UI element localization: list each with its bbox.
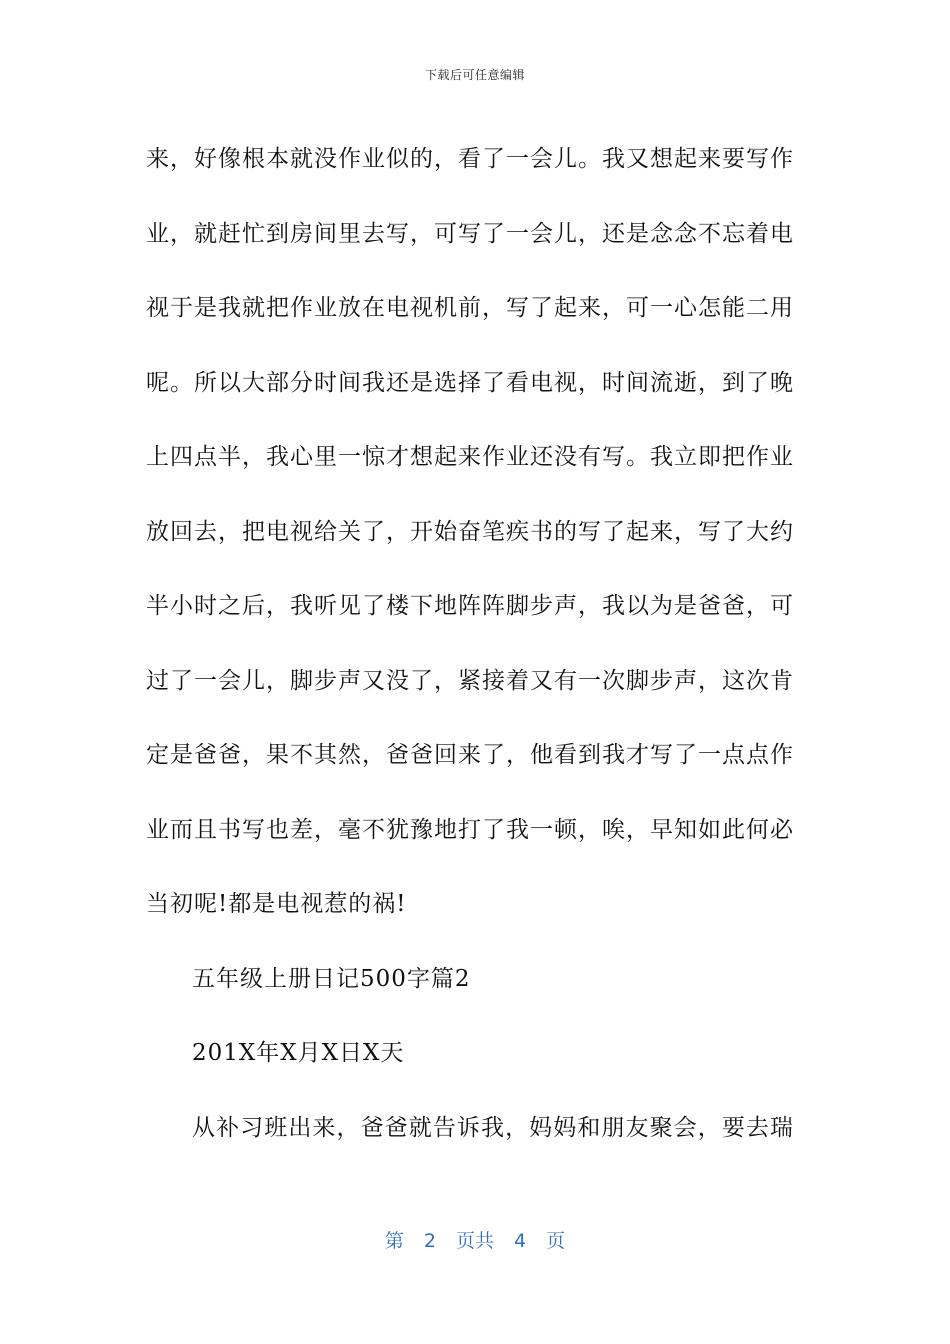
document-body (146, 122, 794, 1165)
section-heading: 五年级上册日记500字篇2 (192, 965, 471, 992)
body-line: 定是爸爸，果不其然，爸爸回来了，他看到我才写了一点点作 (146, 742, 794, 768)
entry-date: 201X年X月X日X天 (192, 1040, 405, 1066)
body-line: 呢。所以大部分时间我还是选择了看电视，时间流逝，到了晚 (146, 369, 794, 396)
page-current: 2 (423, 1230, 436, 1252)
body-line: 业，就赶忙到房间里去写，可写了一会儿，还是念念不忘着电 (146, 220, 794, 247)
body-line: 当初呢!都是电视惹的祸! (146, 891, 407, 917)
body-line: 视于是我就把作业放在电视机前，写了起来，可一心怎能二用 (146, 295, 794, 321)
header-note: 下载后可任意编辑 (424, 68, 525, 82)
body-line: 过了一会儿，脚步声又没了，紧接着又有一次脚步声，这次肯 (146, 667, 794, 694)
body-line: 业而且书写也差，毫不犹豫地打了我一顿，唉，早知如此何必 (146, 816, 794, 843)
body-line: 从补习班出来，爸爸就告诉我，妈妈和朋友聚会，要去瑞 (192, 1114, 794, 1141)
page-number (0, 1226, 950, 1253)
body-line: 放回去，把电视给关了，开始奋笔疾书的写了起来，写了大约 (146, 518, 794, 545)
page-prefix: 第 (384, 1230, 404, 1252)
body-line: 来，好像根本就没作业似的，看了一会儿。我又想起来要写作 (146, 146, 794, 172)
page-middle: 页共 (455, 1230, 494, 1252)
page-total: 4 (514, 1230, 527, 1252)
page-suffix: 页 (546, 1230, 566, 1252)
body-line: 半小时之后，我听见了楼下地阵阵脚步声，我以为是爸爸，可 (146, 593, 794, 619)
body-line: 上四点半，我心里一惊才想起来作业还没有写。我立即把作业 (146, 444, 794, 470)
